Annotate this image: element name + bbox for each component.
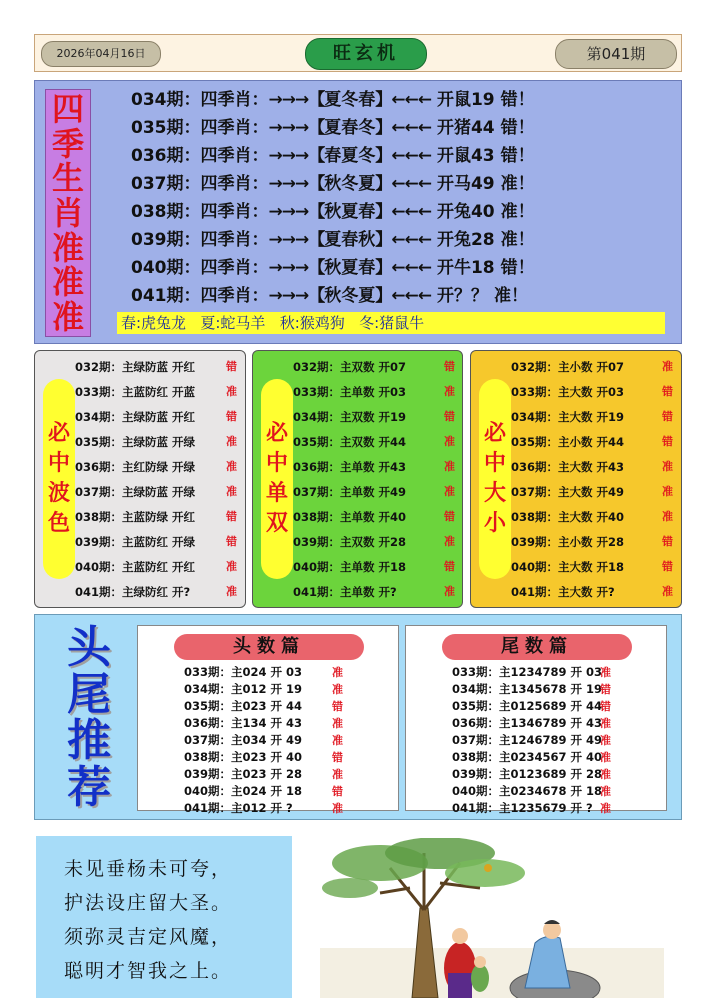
row-arrow-left: →→→【: [268, 90, 325, 110]
row-period: 040期：: [131, 258, 201, 278]
head-number-row: [184, 800, 394, 817]
page-title: 旺玄机: [305, 38, 427, 70]
row-label: 四季肖：: [200, 90, 269, 110]
title-char: 四: [51, 90, 84, 129]
prediction-text: 033期：主单数 开03: [293, 385, 407, 399]
head-number-row: [184, 698, 394, 715]
prediction-text: 033期：主大数 开03: [511, 385, 625, 399]
number-status: 准: [600, 666, 611, 679]
number-text: 035期：主0125689 开 44: [452, 699, 603, 713]
row-label: 四季肖：: [200, 230, 269, 250]
number-text: 037期：主1246789 开 49: [452, 733, 603, 747]
prediction-row: [293, 482, 463, 502]
prediction-text: 037期：主大数 开49: [511, 485, 625, 499]
prediction-row: [293, 432, 463, 452]
number-status: 错: [332, 751, 343, 764]
prediction-text: 038期：主蓝防绿 开红: [75, 510, 196, 524]
title-char: 准: [51, 263, 84, 302]
row-seasons: 夏春秋: [324, 230, 376, 250]
head-number-row: [184, 681, 394, 698]
head-number-table: [137, 625, 399, 815]
number-status: 准: [600, 717, 611, 730]
number-status: 准: [332, 734, 343, 747]
head-tail-title: [41, 622, 137, 813]
row-arrow-right: 】←←←: [375, 174, 431, 194]
issue-badge: 第041期: [555, 39, 677, 69]
title-char: 大: [483, 481, 506, 506]
prediction-status: 准: [444, 435, 455, 448]
row-label: 四季肖：: [200, 174, 269, 194]
odd-even-box: [252, 350, 463, 608]
number-status: 准: [332, 768, 343, 781]
title-char: 色: [47, 511, 70, 536]
prediction-status: 错: [444, 360, 455, 373]
prediction-status: 准: [226, 435, 237, 448]
number-text: 040期：主024 开 18: [184, 784, 303, 798]
prediction-row: [511, 432, 681, 452]
row-status: 准！: [500, 230, 535, 250]
prediction-row: [75, 407, 245, 427]
prediction-status: 准: [226, 560, 237, 573]
row-label: 四季肖：: [200, 118, 269, 138]
prediction-text: 038期：主大数 开40: [511, 510, 625, 524]
prediction-text: 041期：主绿防红 开?: [75, 585, 191, 599]
row-result: 开兔28: [436, 230, 495, 250]
title-char: 推: [67, 715, 111, 767]
prediction-row: [293, 357, 463, 377]
prediction-text: 032期：主小数 开07: [511, 360, 625, 374]
prediction-status: 准: [226, 385, 237, 398]
season-zodiac-row: [131, 227, 661, 253]
season-zodiac-row: [131, 143, 661, 169]
number-text: 036期：主134 开 43: [184, 716, 303, 730]
prediction-text: 036期：主单数 开43: [293, 460, 407, 474]
prediction-text: 037期：主单数 开49: [293, 485, 407, 499]
row-period: 035期：: [131, 118, 201, 138]
season-zodiac-row: [131, 87, 661, 113]
row-period: 041期：: [131, 286, 201, 306]
tail-number-row: [452, 715, 662, 732]
number-status: 错: [600, 683, 611, 696]
row-period: 034期：: [131, 90, 201, 110]
season-legend: 春:虎兔龙 夏:蛇马羊 秋:猴鸡狗 冬:猪鼠牛: [117, 312, 665, 334]
row-arrow-right: 】←←←: [375, 90, 431, 110]
title-char: 必: [483, 421, 506, 446]
prediction-text: 034期：主绿防蓝 开红: [75, 410, 196, 424]
wave-color-box: [34, 350, 246, 608]
title-char: 准: [51, 228, 84, 267]
row-status: 错！: [500, 146, 535, 166]
prediction-row: [75, 507, 245, 527]
prediction-status: 错: [444, 510, 455, 523]
prediction-row: [75, 457, 245, 477]
row-arrow-right: 】←←←: [375, 230, 431, 250]
row-label: 四季肖：: [200, 202, 269, 222]
number-status: 准: [332, 717, 343, 730]
prediction-status: 错: [662, 535, 673, 548]
prediction-status: 准: [444, 460, 455, 473]
row-status: 准！: [500, 202, 535, 222]
number-text: 035期：主023 开 44: [184, 699, 303, 713]
poem-box: [36, 836, 292, 998]
head-number-row: [184, 766, 394, 783]
head-number-row: [184, 664, 394, 681]
season-zodiac-section: [34, 80, 682, 344]
row-arrow-right: 】←←←: [375, 286, 431, 306]
prediction-row: [511, 507, 681, 527]
prediction-row: [75, 432, 245, 452]
title-char: 必: [47, 421, 70, 446]
number-text: 034期：主1345678 开 19: [452, 682, 603, 696]
tail-number-row: [452, 732, 662, 749]
prediction-row: [511, 482, 681, 502]
number-status: 准: [332, 666, 343, 679]
big-small-title: [479, 379, 511, 579]
tail-number-row: [452, 664, 662, 681]
prediction-row: [511, 357, 681, 377]
prediction-status: 准: [444, 385, 455, 398]
row-seasons: 夏冬春: [324, 90, 376, 110]
title-char: 生: [51, 159, 84, 198]
header-bar: [34, 34, 682, 72]
row-status: 错！: [500, 258, 535, 278]
prediction-row: [293, 382, 463, 402]
title-char: 中: [47, 451, 70, 476]
row-arrow-left: →→→【: [268, 258, 325, 278]
prediction-status: 准: [226, 485, 237, 498]
row-result: 开？？: [436, 286, 488, 306]
row-seasons: 夏春冬: [324, 118, 376, 138]
prediction-status: 准: [662, 585, 673, 598]
head-number-row: [184, 715, 394, 732]
prediction-row: [293, 507, 463, 527]
prediction-text: 036期：主大数 开43: [511, 460, 625, 474]
row-arrow-left: →→→【: [268, 118, 325, 138]
head-tail-section: [34, 614, 682, 820]
row-label: 四季肖：: [200, 286, 269, 306]
prediction-row: [75, 582, 245, 602]
number-text: 038期：主0234567 开 40: [452, 750, 603, 764]
prediction-text: 036期：主红防绿 开绿: [75, 460, 196, 474]
date-badge: 2026年04月16日: [41, 41, 161, 67]
row-result: 开猪44: [436, 118, 495, 138]
number-status: 准: [600, 785, 611, 798]
prediction-text: 033期：主蓝防红 开蓝: [75, 385, 196, 399]
prediction-row: [75, 382, 245, 402]
prediction-text: 039期：主蓝防红 开绿: [75, 535, 196, 549]
tail-number-title: 尾数篇: [442, 634, 632, 660]
prediction-row: [511, 457, 681, 477]
prediction-row: [293, 532, 463, 552]
prediction-status: 错: [662, 410, 673, 423]
prediction-row: [75, 557, 245, 577]
prediction-row: [75, 482, 245, 502]
wave-color-title: [43, 379, 75, 579]
row-result: 开马49: [436, 174, 495, 194]
prediction-text: 040期：主单数 开18: [293, 560, 407, 574]
prediction-text: 032期：主绿防蓝 开红: [75, 360, 196, 374]
prediction-row: [293, 557, 463, 577]
prediction-row: [511, 582, 681, 602]
number-text: 033期：主1234789 开 03: [452, 665, 603, 679]
poem-line: 未见垂杨未可夸，: [64, 858, 233, 880]
season-zodiac-row: [131, 283, 661, 309]
poem-line: 聪明才智我之上。: [64, 960, 233, 982]
season-zodiac-title: [45, 89, 91, 337]
head-number-row: [184, 783, 394, 800]
odd-even-title: [261, 379, 293, 579]
row-arrow-left: →→→【: [268, 286, 325, 306]
title-char: 小: [483, 511, 506, 536]
number-text: 040期：主0234678 开 18: [452, 784, 603, 798]
prediction-status: 准: [226, 585, 237, 598]
title-char: 头: [67, 622, 111, 674]
prediction-status: 准: [662, 360, 673, 373]
number-text: 039期：主0123689 开 28: [452, 767, 603, 781]
season-zodiac-row: [131, 199, 661, 225]
number-text: 041期：主012 开 ?: [184, 801, 293, 815]
prediction-status: 错: [662, 435, 673, 448]
title-char: 中: [483, 451, 506, 476]
prediction-status: 准: [444, 585, 455, 598]
tail-number-row: [452, 766, 662, 783]
prediction-row: [511, 557, 681, 577]
head-number-row: [184, 749, 394, 766]
prediction-text: 041期：主单数 开?: [293, 585, 397, 599]
number-text: 036期：主1346789 开 43: [452, 716, 603, 730]
number-status: 准: [600, 802, 611, 815]
tail-number-row: [452, 698, 662, 715]
prediction-text: 037期：主绿防蓝 开绿: [75, 485, 196, 499]
title-char: 单: [265, 481, 288, 506]
prediction-row: [293, 457, 463, 477]
prediction-text: 041期：主大数 开?: [511, 585, 615, 599]
number-status: 错: [332, 700, 343, 713]
row-seasons: 春夏冬: [324, 146, 376, 166]
number-status: 准: [600, 734, 611, 747]
row-result: 开鼠19: [436, 90, 495, 110]
prediction-status: 错: [662, 385, 673, 398]
prediction-status: 准: [444, 535, 455, 548]
number-text: 033期：主024 开 03: [184, 665, 303, 679]
row-arrow-left: →→→【: [268, 146, 325, 166]
season-zodiac-row: [131, 171, 661, 197]
row-seasons: 秋夏春: [324, 202, 376, 222]
row-seasons: 秋冬夏: [324, 174, 376, 194]
row-label: 四季肖：: [200, 146, 269, 166]
prediction-status: 错: [662, 560, 673, 573]
prediction-text: 038期：主单数 开40: [293, 510, 407, 524]
prediction-row: [75, 532, 245, 552]
poem-line: 须弥灵吉定风魔，: [64, 926, 233, 948]
row-arrow-left: →→→【: [268, 202, 325, 222]
head-number-row: [184, 732, 394, 749]
title-char: 尾: [67, 668, 111, 720]
title-char: 必: [265, 421, 288, 446]
prediction-text: 034期：主双数 开19: [293, 410, 407, 424]
prediction-status: 错: [226, 410, 237, 423]
prediction-text: 034期：主大数 开19: [511, 410, 625, 424]
row-arrow-right: 】←←←: [375, 258, 431, 278]
tail-number-row: [452, 749, 662, 766]
row-arrow-right: 】←←←: [375, 146, 431, 166]
number-text: 039期：主023 开 28: [184, 767, 303, 781]
prediction-row: [511, 407, 681, 427]
title-char: 中: [265, 451, 288, 476]
tail-number-row: [452, 783, 662, 800]
row-result: 开牛18: [436, 258, 495, 278]
row-period: 038期：: [131, 202, 201, 222]
prediction-row: [75, 357, 245, 377]
season-zodiac-row: [131, 255, 661, 281]
prediction-status: 错: [226, 535, 237, 548]
prediction-status: 准: [662, 460, 673, 473]
row-label: 四季肖：: [200, 258, 269, 278]
title-char: 荐: [67, 761, 111, 813]
prediction-text: 040期：主大数 开18: [511, 560, 625, 574]
number-text: 037期：主034 开 49: [184, 733, 303, 747]
prediction-status: 准: [444, 485, 455, 498]
prediction-row: [511, 382, 681, 402]
tail-number-table: [405, 625, 667, 815]
prediction-text: 040期：主蓝防红 开红: [75, 560, 196, 574]
prediction-row: [293, 582, 463, 602]
row-seasons: 秋夏春: [324, 258, 376, 278]
row-result: 开鼠43: [436, 146, 495, 166]
row-status: 准！: [493, 286, 528, 306]
title-char: 季: [51, 124, 84, 163]
row-arrow-left: →→→【: [268, 230, 325, 250]
tail-number-row: [452, 681, 662, 698]
row-arrow-left: →→→【: [268, 174, 325, 194]
prediction-text: 035期：主小数 开44: [511, 435, 625, 449]
number-status: 错: [332, 785, 343, 798]
title-char: 肖: [51, 193, 84, 232]
prediction-text: 039期：主双数 开28: [293, 535, 407, 549]
row-period: 039期：: [131, 230, 201, 250]
title-char: 波: [47, 481, 70, 506]
number-status: 错: [600, 700, 611, 713]
row-result: 开兔40: [436, 202, 495, 222]
prediction-row: [511, 532, 681, 552]
row-seasons: 秋冬夏: [324, 286, 376, 306]
story-illustration: [320, 838, 664, 998]
title-char: 双: [265, 511, 288, 536]
row-status: 错！: [500, 90, 535, 110]
prediction-status: 错: [444, 410, 455, 423]
prediction-text: 032期：主双数 开07: [293, 360, 407, 374]
row-arrow-right: 】←←←: [375, 118, 431, 138]
number-status: 准: [332, 683, 343, 696]
number-status: 准: [600, 768, 611, 781]
title-char: 准: [51, 297, 84, 336]
big-small-box: [470, 350, 682, 608]
prediction-status: 准: [226, 460, 237, 473]
prediction-status: 错: [226, 360, 237, 373]
row-status: 准！: [500, 174, 535, 194]
prediction-row: [293, 407, 463, 427]
head-number-title: 头数篇: [174, 634, 364, 660]
number-status: 准: [600, 751, 611, 764]
row-period: 037期：: [131, 174, 201, 194]
row-arrow-right: 】←←←: [375, 202, 431, 222]
prediction-text: 039期：主小数 开28: [511, 535, 625, 549]
season-zodiac-row: [131, 115, 661, 141]
row-period: 036期：: [131, 146, 201, 166]
prediction-text: 035期：主绿防蓝 开绿: [75, 435, 196, 449]
prediction-status: 错: [444, 560, 455, 573]
poem-line: 护法设庄留大圣。: [64, 892, 233, 914]
number-text: 034期：主012 开 19: [184, 682, 303, 696]
number-text: 041期：主1235679 开 ?: [452, 801, 593, 815]
number-status: 准: [332, 802, 343, 815]
row-status: 错！: [500, 118, 535, 138]
prediction-text: 035期：主双数 开44: [293, 435, 407, 449]
prediction-status: 准: [662, 485, 673, 498]
tail-number-row: [452, 800, 662, 817]
prediction-status: 准: [662, 510, 673, 523]
prediction-status: 错: [226, 510, 237, 523]
number-text: 038期：主023 开 40: [184, 750, 303, 764]
